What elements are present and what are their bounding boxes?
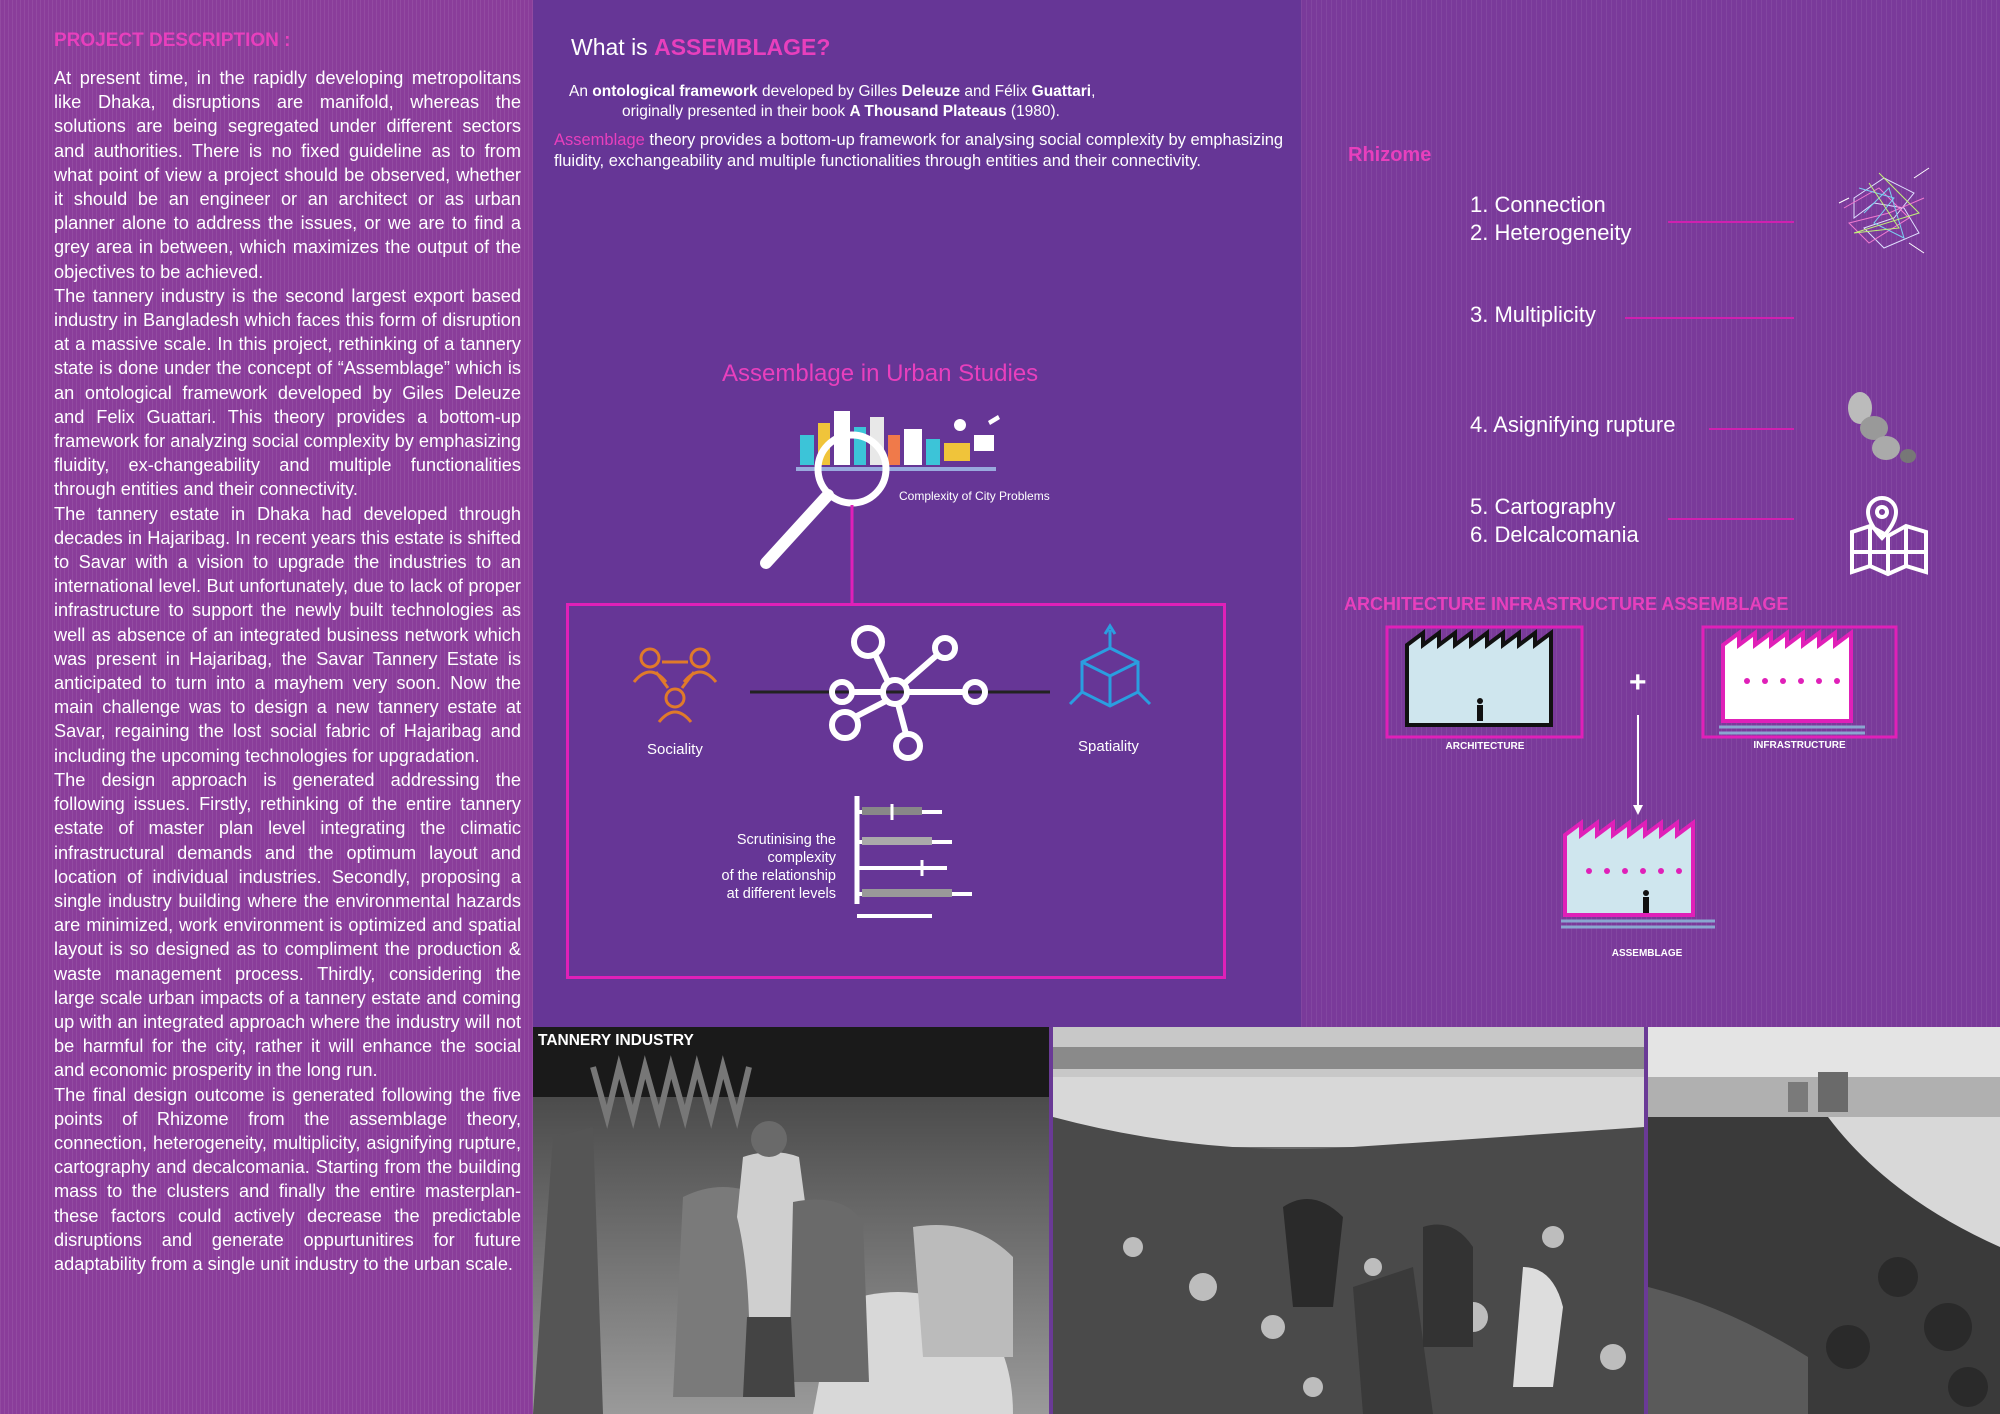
polluted-river-photo <box>1053 1027 1644 1414</box>
infrastructure-caption: INFRASTRUCTURE <box>1753 740 1846 751</box>
rhizome-item-connection: 1. Connection <box>1470 192 1606 217</box>
levels-icon <box>852 796 1002 906</box>
urban-studies-title: Assemblage in Urban Studies <box>722 360 1039 387</box>
scrutinising-label: Scrutinising the complexity of the relationship at different levels <box>721 832 836 902</box>
connector-line <box>850 505 854 605</box>
architecture-infrastructure-assemblage-title: ARCHITECTURE INFRASTRUCTURE ASSEMBLAGE <box>1344 594 1789 614</box>
city-skyline-icon <box>796 411 1000 471</box>
complexity-label: Complexity of City Problems <box>899 489 1050 503</box>
spatiality-label: Spatiality <box>1078 738 1139 755</box>
rhizome-leader-line <box>1668 518 1794 520</box>
map-pin-icon <box>1848 492 1930 574</box>
assemblage-theory-text: Assemblage theory provides a bottom-up framework for analysing social complexity by emphasizing fluidity, exchangeability and multiple functionalities through entities and their connectivity. <box>554 131 1284 170</box>
architecture-icon <box>1387 627 1582 737</box>
what-is-assemblage-heading: What is ASSEMBLAGE? <box>571 34 831 60</box>
assemblage-building-icon <box>1561 823 1715 927</box>
tannery-worker-photo <box>533 1027 1049 1414</box>
paragraph: The final design outcome is generated following the five points of Rhizome from the assemblage theory, connection, heterogeneity, multiplicity, asignifying rupture, cartography and decalcomania. Starting from the building mass to the clusters and finally the entire masterplan- these factors could actively decrease the predictable disruptions and generate oppurtunitires for future adaptability from a single unit industry to the urban scale. <box>54 1084 521 1274</box>
rhizome-leader-line <box>1709 428 1794 430</box>
rhizome-item-asignifying-rupture: 4. Asignifying rupture <box>1470 412 1676 437</box>
rhizome-leader-line <box>1625 317 1794 319</box>
paragraph: The tannery industry is the second largest export based industry in Bangladesh which faces this form of disruption at a massive scale. In this project, rethinking of a tannery state is done under the concept of “Assemblage” which is an ontological framework developed by Giles Deleuze and Felix Guattari. This theory provides a bottom-up framework for analyzing social complexity by emphasizing fluidity, ex-changeability and multiple functionalities through entities and their connectivity. <box>54 285 522 500</box>
riverbank-photo <box>1648 1027 2000 1414</box>
rhizome-network-icon <box>1834 158 1938 262</box>
sociality-label: Sociality <box>647 741 703 758</box>
ontology-line-1: An ontological framework developed by Gilles Deleuze and Félix Guattari, <box>569 83 1096 100</box>
project-description-panel <box>0 0 533 1414</box>
rhizome-item-decalcomania: 6. Delcalcomania <box>1470 522 1639 547</box>
network-icon <box>832 628 985 758</box>
ontological-description <box>569 82 1095 122</box>
rupture-stone-icon <box>1838 388 1922 472</box>
rhizome-item-multiplicity: 3. Multiplicity <box>1470 302 1596 327</box>
sociality-icon <box>634 649 716 722</box>
rhizome-item-heterogeneity: 2. Heterogeneity <box>1470 220 1632 245</box>
project-description-body <box>54 66 521 1276</box>
paragraph: The tannery estate in Dhaka had developed through decades in Hajaribag. In recent years this estate is shifted to Savar with a vision to upgrade the industries to an international level. But unfortunately, due to lack of proper infrastructure to support the newly built technologies as well as absence of an integrated business network which was present in Hajaribag, the Savar Tannery Estate is anticipated to turn into a mayhem very soon. Now the main challenge was to design a new tannery estate at Savar, regaining the lost social fabric of Hajaribag and including the upcoming technologies for upgradation. <box>54 503 521 766</box>
assemblage-caption: ASSEMBLAGE <box>1611 948 1683 959</box>
architecture-caption: ARCHITECTURE <box>1445 741 1525 752</box>
paragraph: At present time, in the rapidly developing metropolitans like Dhaka, disruptions are manifold, whereas the solutions are being segregated under different sectors and authorities. There is no fixed guideline as to from what point of view a project should be observed, whether it should be an engineer or an architect or as urban planner alone to address the issues, or we are to find a grey area in between, which maximizes the output of the objectives to be achieved. <box>54 68 521 282</box>
rhizome-title: Rhizome <box>1348 144 1432 166</box>
plus-sign: + <box>1629 666 1647 699</box>
rhizome-leader-line <box>1668 221 1794 223</box>
paragraph: The design approach is generated addressing the following issues. Firstly, rethinking of the entire tannery estate of master plan level integrating the climatic infrastructural demands and the optimum layout and location of individual industries. Secondly, proposing a single industry building where the environmental hazards are minimized, work environment is optimized and spatial layout is so designed as to compliment the production & waste management process. Thirdly, considering the large scale urban impacts of a tannery estate and coming up with an integrated approach where the industry will not be harmful for the city, rather it will enhance the social and economic prosperity in the long run. <box>54 769 521 1081</box>
rhizome-item-cartography: 5. Cartography <box>1470 494 1616 519</box>
infrastructure-icon <box>1703 627 1896 737</box>
tannery-industry-title: TANNERY INDUSTRY <box>538 1032 694 1049</box>
spatiality-icon <box>1070 626 1150 706</box>
ontology-line-2: originally presented in their book A Thousand Plateaus (1980). <box>622 103 1060 120</box>
project-description-title: PROJECT DESCRIPTION : <box>54 30 291 51</box>
